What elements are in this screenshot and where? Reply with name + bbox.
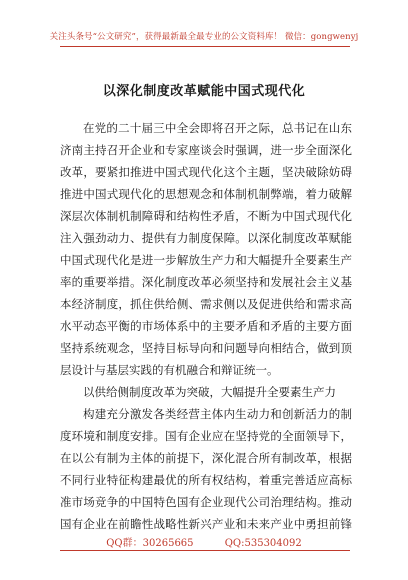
footer-contact — [0, 534, 408, 549]
footer-qq-number: QQ:535304092 — [224, 538, 302, 549]
header-divider — [60, 46, 350, 47]
paragraph-line: 推进中国式现代化的思想观念和体制机制弊端，着力破解 — [60, 187, 352, 201]
paragraph-line: 本经济制度，抓住供给侧、需求侧以及促进供给和需求高 — [60, 297, 352, 311]
footer-qq-group: QQ群：30265665 — [106, 538, 194, 549]
paragraph-line: 改革，要紧扣推进中国式现代化这个主题，坚决破除妨碍 — [60, 165, 352, 179]
paragraph-line: 在以公有制为主体的前提下，深化混合所有制改革，根据 — [60, 451, 352, 465]
paragraph-line: 准市场竞争的中国特色国有企业现代公司治理结构。推动 — [60, 495, 352, 509]
paragraph-line: 坚持系统观念，坚持目标导向和问题导向相结合，做到顶 — [60, 341, 352, 355]
paragraph-line: 在党的二十届三中全会即将召开之际，总书记在山东 — [83, 121, 352, 135]
paragraph-line: 层设计与基层实践的有机融合和辩证统一。 — [60, 363, 279, 377]
section-heading: 以供给侧制度改革为突破，大幅提升全要素生产力 — [83, 385, 336, 399]
paragraph-line: 不同行业特征构建最优的所有权结构，着重完善适应高标 — [60, 473, 352, 487]
footer-divider — [60, 550, 350, 551]
paragraph-line: 注入强劲动力、提供有力制度保障。以深化制度改革赋能 — [60, 231, 352, 245]
document-title: 以深化制度改革赋能中国式现代化 — [102, 84, 306, 99]
paragraph-line: 国有企业在前瞻性战略性新兴产业和未来产业中勇担前锋 — [60, 517, 352, 531]
paragraph-line: 深层次体制机制障碍和结构性矛盾，不断为中国式现代化 — [60, 209, 352, 223]
section-supply-side — [60, 381, 352, 535]
paragraph-line: 水平动态平衡的市场体系中的主要矛盾和矛盾的主要方面 — [60, 319, 352, 333]
paragraph-line: 度环境和制度安排。国有企业应在坚持党的全面领导下， — [60, 429, 352, 443]
paragraph-line: 济南主持召开企业和专家座谈会时强调，进一步全面深化 — [60, 143, 352, 157]
paragraph-line: 率的重要举措。深化制度改革必须坚持和发展社会主义基 — [60, 275, 352, 289]
paragraph-line: 中国式现代化是进一步解放生产力和大幅提升全要素生产 — [60, 253, 352, 267]
paragraph-line: 构建充分激发各类经营主体内生动力和创新活力的制 — [83, 407, 352, 421]
paragraph-intro — [60, 117, 352, 381]
header-promo-note: 关注头条号“公文研究”，获得最新最全最专业的公文资料库！ 微信：gongwenyj — [49, 32, 359, 42]
